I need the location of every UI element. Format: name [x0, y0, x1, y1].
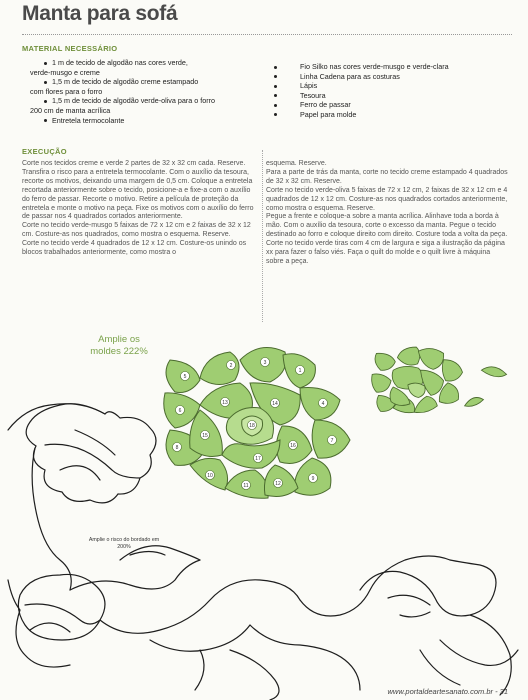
pattern-number: 7 [330, 438, 334, 444]
paragraph: esquema. Reserve. [266, 160, 327, 167]
material-item: Ferro de passar [274, 100, 514, 110]
material-item: Tesoura [274, 91, 514, 101]
paragraph: Corte no tecido verde-musgo 5 faixas de 72 x 12 cm e 2 faixas de 32 x 12 cm. Costure-as nos quadrados, como mostra o esquema. Reserve. [22, 222, 251, 239]
material-item: 1,5 m de tecido de algodão creme estampado com flores para o forro [30, 77, 199, 96]
pattern-number: 16 [290, 443, 296, 449]
paragraph: Transfira o risco para a entretela termocolante. Com o auxílio da tesoura, recorte os motivos, deixando uma margem de 0,5 cm. Coloque a entretela recortada anteriormente sobre o tecido, posicione-a e fixe-a com o auxílio do ferro de passar. Recorte o motivo. Retire a película de proteção da entretela e monte o motivo na peça. Fixe os motivos com o auxílio do ferro de passar nos 4 quadrados cortados anteriormente. [22, 168, 254, 221]
pattern-number: 11 [243, 483, 249, 489]
pattern-number: 6 [178, 408, 182, 414]
pattern-number: 10 [207, 473, 213, 479]
enlarge-molds-note: Amplie os moldes 222% [90, 334, 148, 357]
paragraph: Corte no tecido verde tiras com 4 cm de largura e siga a ilustração da página xx para fazer o falso viés. Faça o quilt do molde e o quilt livre à máquina sobre a peça. [266, 240, 505, 265]
paragraph: Corte no tecido verde-oliva 5 faixas de 72 x 12 cm, 2 faixas de 32 x 12 cm e 4 quadrados de 12 x 12 cm. Costure-as nos quadrados cortados anteriormente, como mostra o esquema. Reserve. [266, 186, 508, 212]
pattern-number: 1 [298, 368, 302, 374]
material-item: Entretela termocolante [22, 116, 262, 126]
paragraph: Para a parte de trás da manta, corte no tecido creme estampado 4 quadrados de 32 x 32 cm. Reserve. [266, 168, 508, 185]
footer-site-page: www.portaldeartesanato.com.br - 31 [387, 687, 508, 696]
material-item: Papel para molde [274, 110, 514, 120]
material-item: Lápis [274, 81, 514, 91]
flower-pattern-large [164, 348, 350, 499]
material-item: Fio Silko nas cores verde-musgo e verde-clara [274, 62, 514, 72]
pattern-number: 2 [229, 363, 233, 369]
paragraph: Corte no tecido verde 4 quadrados de 12 x 12 cm. Costure-os unindo os blocos trabalhados anteriormente, como mostra o [22, 240, 247, 257]
pattern-number: 9 [311, 476, 315, 482]
execution-heading: EXECUÇÃO [22, 147, 67, 156]
pattern-number: 3 [263, 360, 267, 366]
pattern-number: 18 [249, 423, 255, 429]
material-item: Linha Cadena para as costuras [274, 72, 514, 82]
pattern-number: 4 [321, 401, 325, 407]
flower-pattern-small [372, 347, 507, 413]
pattern-number: 5 [183, 374, 187, 380]
page-title: Manta para sofá [22, 2, 178, 25]
pattern-number: 17 [255, 456, 261, 462]
pattern-number: 12 [275, 481, 281, 487]
material-item: 1 m de tecido de algodão nas cores verde, verde-musgo e creme [30, 58, 188, 77]
paragraph: Pegue a frente e coloque-a sobre a manta acrílica. Alinhave toda a borda à mão. Com o auxílio da tesoura, corte o excesso da manta. Pegue o tecido destinado ao forro e coloque direito com direito. Costure toda a volta da peça. [266, 213, 508, 239]
paragraph: Corte nos tecidos creme e verde 2 partes de 32 x 32 cm cada. Reserve. [22, 160, 246, 167]
pattern-number: 15 [202, 433, 208, 439]
enlarge-embroidery-note: Amplie o risco do bordado em 200% [88, 537, 160, 550]
pattern-number: 8 [175, 445, 179, 451]
materials-heading: MATERIAL NECESSÁRIO [22, 44, 118, 53]
pattern-number: 14 [272, 401, 278, 407]
material-item: 1,5 m de tecido de algodão verde-oliva para o forro 200 cm de manta acrílica [30, 96, 216, 115]
pattern-number: 13 [222, 400, 228, 406]
